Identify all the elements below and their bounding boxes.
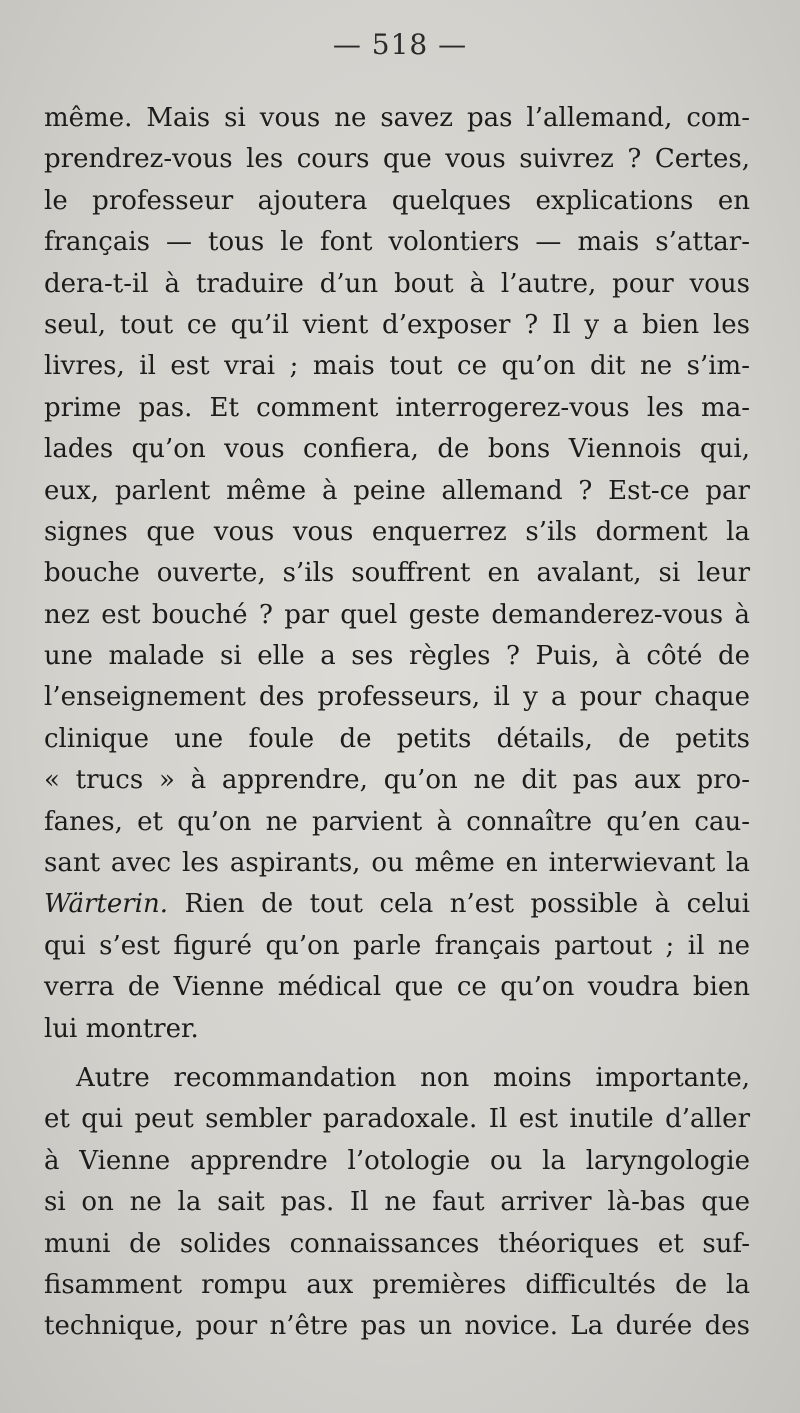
text-line: français — tous le font volontiers — mais s’attar- xyxy=(44,227,750,258)
page-number: — 518 — xyxy=(332,28,468,61)
text-fragment: Rien de tout cela n’est possible à celui xyxy=(167,889,750,920)
body-text xyxy=(44,98,750,1348)
text-line: seul, tout ce qu’il vient d’exposer ? Il y a bien les xyxy=(44,309,750,340)
text-line: sant avec les aspirants, ou même en interwievant la xyxy=(44,848,750,879)
text-line-with-italic xyxy=(44,884,750,925)
text-line: même. Mais si vous ne savez pas l’allemand, com- xyxy=(44,103,750,133)
text-line: lades qu’on vous confiera, de bons Viennois qui, xyxy=(44,434,750,465)
text-line: technique, pour n’être pas un novice. La durée des xyxy=(44,1311,750,1342)
text-line: eux, parlent même à peine allemand ? Est-ce par xyxy=(44,475,750,506)
text-line: signes que vous vous enquerrez s’ils dorment la xyxy=(44,516,750,547)
text-line: l’enseignement des professeurs, il y a pour chaque xyxy=(44,682,750,713)
text-line: si on ne la sait pas. Il ne faut arriver là-bas que xyxy=(44,1187,750,1218)
text-line: fanes, et qu’on ne parvient à connaître qu’en cau- xyxy=(44,806,750,837)
text-line: le professeur ajoutera quelques explications en xyxy=(44,185,750,216)
text-line: à Vienne apprendre l’otologie ou la laryngologie xyxy=(44,1145,750,1176)
text-line: nez est bouché ? par quel geste demanderez-vous à xyxy=(44,599,750,630)
text-line: qui s’est figuré qu’on parle français partout ; il ne xyxy=(44,930,750,961)
text-line: prendrez-vous les cours que vous suivrez ? Certes, xyxy=(44,144,750,175)
paragraph-gap xyxy=(44,1050,750,1058)
text-line: lui montrer. xyxy=(44,1013,199,1044)
text-line: une malade si elle a ses règles ? Puis, à côté de xyxy=(44,641,750,672)
text-line: muni de solides connaissances théoriques et suf- xyxy=(44,1228,750,1259)
paragraph-1 xyxy=(44,98,750,1050)
italic-word: Wärterin. xyxy=(44,889,168,920)
text-line: prime pas. Et comment interrogerez-vous les ma- xyxy=(44,392,750,423)
text-line: fisamment rompu aux premières difficultés de la xyxy=(44,1269,750,1300)
paragraph-2 xyxy=(44,1058,750,1348)
text-line: et qui peut sembler paradoxale. Il est inutile d’aller xyxy=(44,1104,750,1135)
text-line: « trucs » à apprendre, qu’on ne dit pas aux pro- xyxy=(44,765,750,796)
text-line: clinique une foule de petits détails, de petits xyxy=(44,723,750,754)
text-line: Autre recommandation non moins importante, xyxy=(76,1062,750,1093)
text-line: livres, il est vrai ; mais tout ce qu’on dit ne s’im- xyxy=(44,351,750,382)
text-line: bouche ouverte, s’ils souffrent en avalant, si leur xyxy=(44,558,750,589)
text-line: verra de Vienne médical que ce qu’on voudra bien xyxy=(44,972,750,1003)
text-line: dera-t-il à traduire d’un bout à l’autre, pour vous xyxy=(44,268,750,299)
